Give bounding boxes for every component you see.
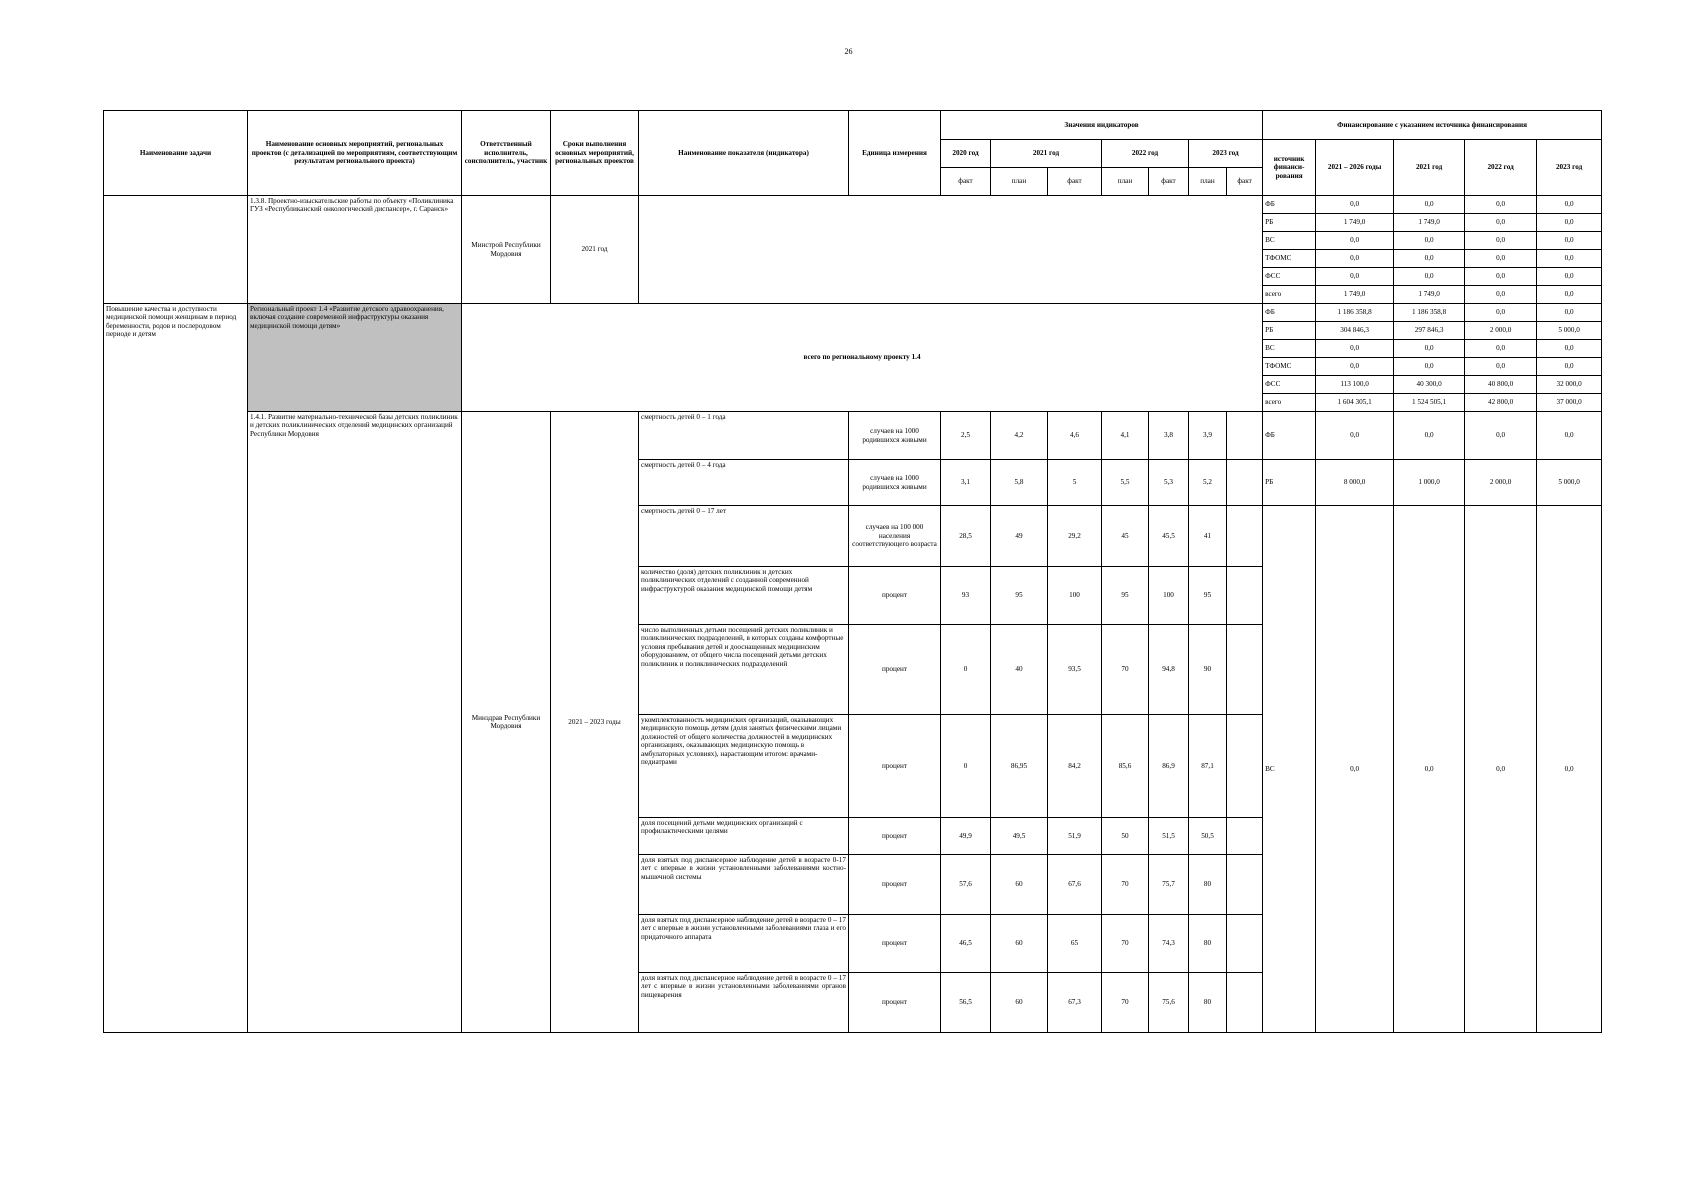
- val-fact-2023: [1227, 855, 1263, 915]
- header-2023: 2023 год: [1189, 140, 1263, 168]
- val-fact-2023: [1227, 973, 1263, 1033]
- val-fact-2021: 67,3: [1048, 973, 1102, 1033]
- fin-2022: 40 800,0: [1465, 376, 1537, 394]
- indicator-unit: процент: [849, 625, 941, 715]
- indicator-name: количество (доля) детских поликлиник и детских поликлинических отделений с созданной современной инфраструктурой оказания медицинской помощи детям: [639, 567, 849, 625]
- fin-2023: 5 000,0: [1537, 322, 1602, 340]
- val-fact-2023: [1227, 567, 1263, 625]
- val-fact-2023: [1227, 506, 1263, 567]
- page-number: 26: [844, 47, 853, 56]
- val-plan-2023: 41: [1189, 506, 1227, 567]
- fin-source: ВС: [1263, 340, 1316, 358]
- header-2020: 2020 год: [941, 140, 991, 168]
- val-fact-2022: 75,7: [1149, 855, 1189, 915]
- header-plan-2023: план: [1189, 168, 1227, 196]
- fin-2022: 0,0: [1465, 232, 1537, 250]
- header-fact-2020: факт: [941, 168, 991, 196]
- fin-2022: 0,0: [1465, 358, 1537, 376]
- fin-2022: 0,0: [1465, 340, 1537, 358]
- fin-source: ФБ: [1263, 196, 1316, 214]
- task-cell-continued: [104, 412, 248, 1033]
- val-plan-2022: 5,5: [1102, 460, 1149, 506]
- val-fact-2020: 46,5: [941, 915, 991, 973]
- val-fact-2022: 45,5: [1149, 506, 1189, 567]
- val-fact-2022: 3,8: [1149, 412, 1189, 460]
- fin-2022: 0,0: [1465, 304, 1537, 322]
- val-fact-2022: 51,5: [1149, 818, 1189, 855]
- fin-2023: 0,0: [1537, 232, 1602, 250]
- indicator-name: доля взятых под диспансерное наблюдение детей в возрасте 0-17 лет с впервые в жизни установленными заболеваниями костно-мышечной системы: [639, 855, 849, 915]
- indicator-name: смертность детей 0 – 4 года: [639, 460, 849, 506]
- val-fact-2021: 93,5: [1048, 625, 1102, 715]
- header-plan-2021: план: [991, 168, 1048, 196]
- val-plan-2021: 5,8: [991, 460, 1048, 506]
- fin-2023: 0,0: [1537, 340, 1602, 358]
- val-fact-2020: 49,9: [941, 818, 991, 855]
- fin-2022: 42 800,0: [1465, 394, 1537, 412]
- val-plan-2023: 80: [1189, 855, 1227, 915]
- val-fact-2022: 74,3: [1149, 915, 1189, 973]
- indicator-unit: процент: [849, 915, 941, 973]
- fin-2021: 0,0: [1394, 268, 1465, 286]
- val-plan-2021: 60: [991, 855, 1048, 915]
- header-fact-2023: факт: [1227, 168, 1263, 196]
- val-plan-2022: 85,6: [1102, 715, 1149, 818]
- fin-total: 0,0: [1316, 268, 1394, 286]
- header-2021: 2021 год: [991, 140, 1102, 168]
- val-fact-2023: [1227, 818, 1263, 855]
- fin-2023: 0,0: [1537, 286, 1602, 304]
- val-fact-2020: 0: [941, 625, 991, 715]
- fin-total: 113 100,0: [1316, 376, 1394, 394]
- val-fact-2023: [1227, 915, 1263, 973]
- fin-2021: 40 300,0: [1394, 376, 1465, 394]
- val-fact-2021: 4,6: [1048, 412, 1102, 460]
- fin-2021: 0,0: [1394, 506, 1465, 1033]
- indicator-name: доля взятых под диспансерное наблюдение детей в возрасте 0 – 17 лет с впервые в жизни установленными заболеваниями органов пищеварения: [639, 973, 849, 1033]
- val-fact-2023: [1227, 625, 1263, 715]
- table-row: [104, 304, 1602, 322]
- header-fact-2022: факт: [1149, 168, 1189, 196]
- indicator-unit: случаев на 1000 родившихся живыми: [849, 412, 941, 460]
- fin-2022: 0,0: [1465, 214, 1537, 232]
- val-plan-2023: 80: [1189, 973, 1227, 1033]
- indicator-name: смертность детей 0 – 1 года: [639, 412, 849, 460]
- header-fin-2023: 2023 год: [1537, 140, 1602, 196]
- val-plan-2023: 80: [1189, 915, 1227, 973]
- val-fact-2020: 56,5: [941, 973, 991, 1033]
- fin-2022: 0,0: [1465, 250, 1537, 268]
- indicator-unit: процент: [849, 855, 941, 915]
- val-fact-2023: [1227, 715, 1263, 818]
- val-plan-2021: 60: [991, 915, 1048, 973]
- fin-total: 0,0: [1316, 358, 1394, 376]
- val-fact-2022: 94,8: [1149, 625, 1189, 715]
- val-fact-2023: [1227, 412, 1263, 460]
- val-plan-2022: 4,1: [1102, 412, 1149, 460]
- header-task: Наименование задачи: [104, 111, 248, 196]
- executor-cell: Минздрав Республики Мордовия: [462, 412, 551, 1033]
- val-fact-2020: 28,5: [941, 506, 991, 567]
- fin-source: РБ: [1263, 460, 1316, 506]
- fin-source: ВС: [1263, 232, 1316, 250]
- val-fact-2020: 0: [941, 715, 991, 818]
- header-executor: Ответственный исполнитель, соисполнитель, участник: [462, 111, 551, 196]
- fin-2021: 1 749,0: [1394, 214, 1465, 232]
- header-indicator-values: Значения индикаторов: [941, 111, 1263, 140]
- val-plan-2021: 95: [991, 567, 1048, 625]
- val-plan-2021: 40: [991, 625, 1048, 715]
- indicator-name: число выполненных детьми посещений детских поликлиник и поликлинических подразделений, в которых созданы комфортные условия пребывания детей и дооснащенных медицинским оборудованием, от общего числа посещений детьми детских поликлиник и поликлинических подразделений: [639, 625, 849, 715]
- fin-source: ВС: [1263, 506, 1316, 1033]
- val-fact-2020: 3,1: [941, 460, 991, 506]
- val-plan-2023: 95: [1189, 567, 1227, 625]
- task-cell-empty: [104, 196, 248, 304]
- val-plan-2021: 49: [991, 506, 1048, 567]
- fin-2021: 1 000,0: [1394, 460, 1465, 506]
- fin-source: РБ: [1263, 322, 1316, 340]
- fin-2021: 0,0: [1394, 358, 1465, 376]
- fin-2021: 0,0: [1394, 412, 1465, 460]
- indicator-name: укомплектованность медицинских организаций, оказывающих медицинскую помощь детям (доля занятых физическими лицами должностей от общего количества должностей в медицинских организациях, оказывающих медицинскую помощь в амбулаторных условиях), нарастающим итогом: врачами-педиатрами: [639, 715, 849, 818]
- header-measures: Наименование основных мероприятий, региональных проектов (с детализацией по мероприятиям, соответствующим результатам регионального проекта): [248, 111, 462, 196]
- indicator-unit: случаев на 100 000 населения соответствующего возраста: [849, 506, 941, 567]
- val-plan-2021: 4,2: [991, 412, 1048, 460]
- fin-2023: 0,0: [1537, 214, 1602, 232]
- val-fact-2022: 86,9: [1149, 715, 1189, 818]
- table-row: [104, 412, 1602, 460]
- fin-total: 1 749,0: [1316, 286, 1394, 304]
- val-fact-2020: 2,5: [941, 412, 991, 460]
- val-plan-2021: 60: [991, 973, 1048, 1033]
- val-fact-2023: [1227, 460, 1263, 506]
- indicator-name: смертность детей 0 – 17 лет: [639, 506, 849, 567]
- val-fact-2021: 5: [1048, 460, 1102, 506]
- fin-2023: 37 000,0: [1537, 394, 1602, 412]
- val-fact-2020: 93: [941, 567, 991, 625]
- indicator-empty: [639, 196, 1263, 304]
- fin-source: ТФОМС: [1263, 358, 1316, 376]
- fin-2021: 1 186 358,8: [1394, 304, 1465, 322]
- fin-2022: 0,0: [1465, 506, 1537, 1033]
- fin-total: 1 186 358,8: [1316, 304, 1394, 322]
- fin-2021: 1 749,0: [1394, 286, 1465, 304]
- val-plan-2022: 70: [1102, 973, 1149, 1033]
- val-fact-2022: 5,3: [1149, 460, 1189, 506]
- indicator-unit: процент: [849, 715, 941, 818]
- fin-total: 1 604 305,1: [1316, 394, 1394, 412]
- val-fact-2021: 29,2: [1048, 506, 1102, 567]
- term-cell: 2021 – 2023 годы: [551, 412, 639, 1033]
- fin-source: всего: [1263, 394, 1316, 412]
- fin-2022: 0,0: [1465, 412, 1537, 460]
- fin-2022: 2 000,0: [1465, 460, 1537, 506]
- fin-2022: 2 000,0: [1465, 322, 1537, 340]
- table-row: [104, 196, 1602, 214]
- regional-project-1-4: Региональный проект 1.4 «Развитие детского здравоохранения, включая создание современной инфраструктуры оказания медицинской помощи детям»: [248, 304, 462, 412]
- fin-2023: 32 000,0: [1537, 376, 1602, 394]
- fin-total: 0,0: [1316, 340, 1394, 358]
- fin-total: 0,0: [1316, 412, 1394, 460]
- header-fin-2022: 2022 год: [1465, 140, 1537, 196]
- val-plan-2021: 49,5: [991, 818, 1048, 855]
- fin-2023: 0,0: [1537, 250, 1602, 268]
- val-plan-2022: 95: [1102, 567, 1149, 625]
- fin-source: ФБ: [1263, 412, 1316, 460]
- val-fact-2020: 57,6: [941, 855, 991, 915]
- header-fin-total: 2021 – 2026 годы: [1316, 140, 1394, 196]
- header-plan-2022: план: [1102, 168, 1149, 196]
- fin-2022: 0,0: [1465, 286, 1537, 304]
- measure-1-4-1: 1.4.1. Развитие материально-технической базы детских поликлиник и детских поликлинических отделений медицинских организаций Республики Мордовия: [248, 412, 462, 1033]
- indicator-name: доля посещений детьми медицинских организаций с профилактическими целями: [639, 818, 849, 855]
- val-fact-2021: 65: [1048, 915, 1102, 973]
- fin-total: 8 000,0: [1316, 460, 1394, 506]
- val-plan-2023: 3,9: [1189, 412, 1227, 460]
- fin-2023: 0,0: [1537, 412, 1602, 460]
- indicator-unit: случаев на 1000 родившихся живыми: [849, 460, 941, 506]
- val-plan-2021: 86,95: [991, 715, 1048, 818]
- header-fin-source: источник финанси-рования: [1263, 140, 1316, 196]
- fin-source: всего: [1263, 286, 1316, 304]
- fin-2021: 1 524 505,1: [1394, 394, 1465, 412]
- program-table: [103, 110, 1602, 1033]
- fin-total: 0,0: [1316, 506, 1394, 1033]
- header-financing: Финансирование с указанием источника финансирования: [1263, 111, 1602, 140]
- fin-source: ФСС: [1263, 268, 1316, 286]
- project-summary: всего по региональному проекту 1.4: [462, 304, 1263, 412]
- header-2022: 2022 год: [1102, 140, 1189, 168]
- val-plan-2023: 50,5: [1189, 818, 1227, 855]
- fin-total: 0,0: [1316, 232, 1394, 250]
- fin-2023: 0,0: [1537, 506, 1602, 1033]
- indicator-unit: процент: [849, 567, 941, 625]
- val-plan-2022: 50: [1102, 818, 1149, 855]
- val-fact-2021: 67,6: [1048, 855, 1102, 915]
- val-plan-2023: 90: [1189, 625, 1227, 715]
- val-plan-2022: 70: [1102, 915, 1149, 973]
- fin-2021: 297 846,3: [1394, 322, 1465, 340]
- val-plan-2023: 5,2: [1189, 460, 1227, 506]
- fin-2021: 0,0: [1394, 250, 1465, 268]
- val-plan-2023: 87,1: [1189, 715, 1227, 818]
- header-terms: Сроки выполнения основных мероприятий, региональных проектов: [551, 111, 639, 196]
- fin-source: РБ: [1263, 214, 1316, 232]
- val-plan-2022: 45: [1102, 506, 1149, 567]
- fin-source: ФСС: [1263, 376, 1316, 394]
- task-quality-access: Повышение качества и доступности медицинской помощи женщинам в период беременности, родов и послеродовом периоде и детям: [104, 304, 248, 412]
- val-plan-2022: 70: [1102, 625, 1149, 715]
- indicator-unit: процент: [849, 973, 941, 1033]
- measure-1-3-8: 1.3.8. Проектно-изыскательские работы по объекту «Поликлиника ГУЗ «Республиканский онкологический диспансер», г. Саранск»: [248, 196, 462, 304]
- header-indicator: Наименование показателя (индикатора): [639, 111, 849, 196]
- fin-2023: 0,0: [1537, 304, 1602, 322]
- fin-2023: 0,0: [1537, 358, 1602, 376]
- fin-2021: 0,0: [1394, 196, 1465, 214]
- fin-2023: 5 000,0: [1537, 460, 1602, 506]
- val-fact-2021: 84,2: [1048, 715, 1102, 818]
- fin-total: 0,0: [1316, 250, 1394, 268]
- fin-2023: 0,0: [1537, 268, 1602, 286]
- val-plan-2022: 70: [1102, 855, 1149, 915]
- val-fact-2021: 100: [1048, 567, 1102, 625]
- fin-total: 304 846,3: [1316, 322, 1394, 340]
- val-fact-2021: 51,9: [1048, 818, 1102, 855]
- fin-total: 1 749,0: [1316, 214, 1394, 232]
- header-unit: Единица измерения: [849, 111, 941, 196]
- fin-2022: 0,0: [1465, 268, 1537, 286]
- fin-total: 0,0: [1316, 196, 1394, 214]
- fin-source: ФБ: [1263, 304, 1316, 322]
- indicator-unit: процент: [849, 818, 941, 855]
- executor-cell: Минстрой Республики Мордовия: [462, 196, 551, 304]
- fin-2022: 0,0: [1465, 196, 1537, 214]
- val-fact-2022: 100: [1149, 567, 1189, 625]
- fin-2023: 0,0: [1537, 196, 1602, 214]
- fin-2021: 0,0: [1394, 340, 1465, 358]
- header-fact-2021: факт: [1048, 168, 1102, 196]
- term-cell: 2021 год: [551, 196, 639, 304]
- fin-source: ТФОМС: [1263, 250, 1316, 268]
- header-fin-2021: 2021 год: [1394, 140, 1465, 196]
- fin-2021: 0,0: [1394, 232, 1465, 250]
- indicator-name: доля взятых под диспансерное наблюдение детей в возрасте 0 – 17 лет с впервые в жизни установленными заболеваниями глаза и его придаточного аппарата: [639, 915, 849, 973]
- val-fact-2022: 75,6: [1149, 973, 1189, 1033]
